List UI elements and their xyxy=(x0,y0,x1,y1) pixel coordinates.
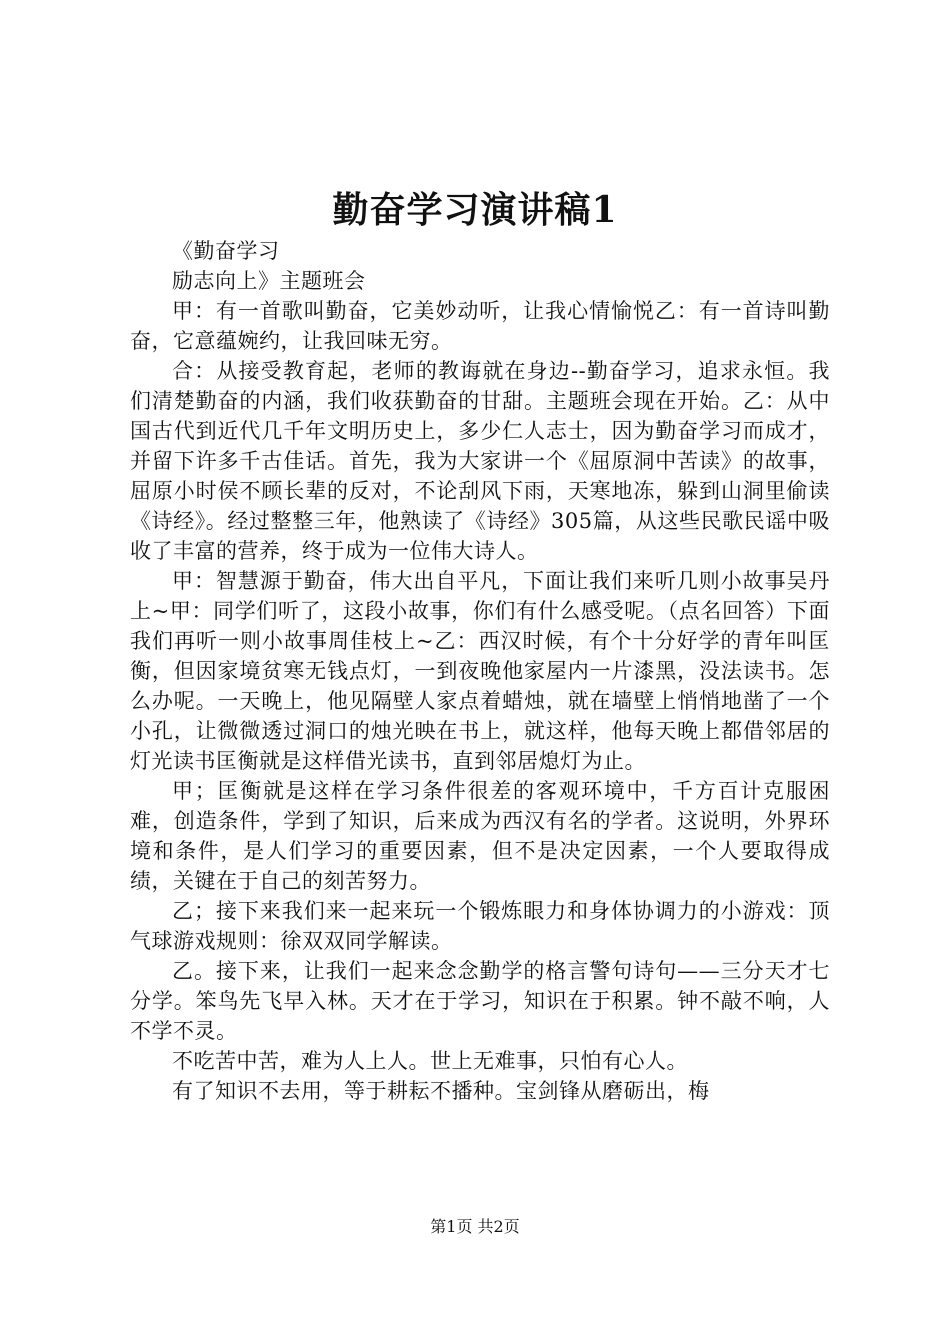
paragraph: 不吃苦中苦，难为人上人。世上无难事，只怕有心人。 xyxy=(172,1049,688,1073)
paragraph: 有了知识不去用，等于耕耘不播种。宝剑锋从磨砺出，梅 xyxy=(172,1079,710,1103)
paragraph: 甲：智慧源于勤奋，伟大出自平凡，下面让我们来听几则小故事吴丹上~甲：同学们听了，这段小故事，你们有什么感受呢。（点名回答）下面我们再听一则小故事周佳枝上~乙：西汉时候，有个十分好学的青年叫匡衡，但因家境贫寒无钱点灯，一到夜晚他家屋内一片漆黑，没法读书。怎么办呢。一天晚上，他见隔壁人家点着蜡烛，就在墙壁上悄悄地凿了一个小孔，让微微透过洞口的烛光映在书上，就这样，他每天晚上都借邻居的灯光读书匡衡就是这样借光读书，直到邻居熄灯为止。 xyxy=(130,569,830,773)
document-title: 勤奋学习演讲稿1 xyxy=(332,189,618,231)
paragraph: 励志向上》主题班会 xyxy=(172,269,366,293)
paragraph: 乙；接下来我们来一起来玩一个锻炼眼力和身体协调力的小游戏：顶气球游戏规则：徐双双同学解读。 xyxy=(130,899,830,953)
paragraph: 甲；匡衡就是这样在学习条件很差的客观环境中，千方百计克服困难，创造条件，学到了知识，后来成为西汉有名的学者。这说明，外界环境和条件，是人们学习的重要因素，但不是决定因素，一个人要取得成绩，关键在于自己的刻苦努力。 xyxy=(130,779,830,893)
paragraph: 合：从接受教育起，老师的教诲就在身边--勤奋学习，追求永恒。我们清楚勤奋的内涵，我们收获勤奋的甘甜。主题班会现在开始。乙：从中国古代到近代几千年文明历史上，多少仁人志士，因为勤奋学习而成才，并留下许多千古佳话。首先，我为大家讲一个《屈原洞中苦读》的故事，屈原小时侯不顾长辈的反对，不论刮风下雨，天寒地冻，躲到山洞里偷读《诗经》。经过整整三年，他熟读了《诗经》305篇，从这些民歌民谣中吸收了丰富的营养，终于成为一位伟大诗人。 xyxy=(130,359,830,563)
paragraph: 甲：有一首歌叫勤奋，它美妙动听，让我心情愉悦乙：有一首诗叫勤奋，它意蕴婉约，让我回味无穷。 xyxy=(130,299,830,353)
document-body xyxy=(130,236,830,1106)
paragraph: 《勤奋学习 xyxy=(172,239,280,263)
paragraph: 乙。接下来，让我们一起来念念勤学的格言警句诗句——三分天才七分学。笨鸟先飞早入林。天才在于学习，知识在于积累。钟不敲不响，人不学不灵。 xyxy=(130,959,830,1043)
page-footer: 第1页 共2页 xyxy=(430,1217,520,1236)
